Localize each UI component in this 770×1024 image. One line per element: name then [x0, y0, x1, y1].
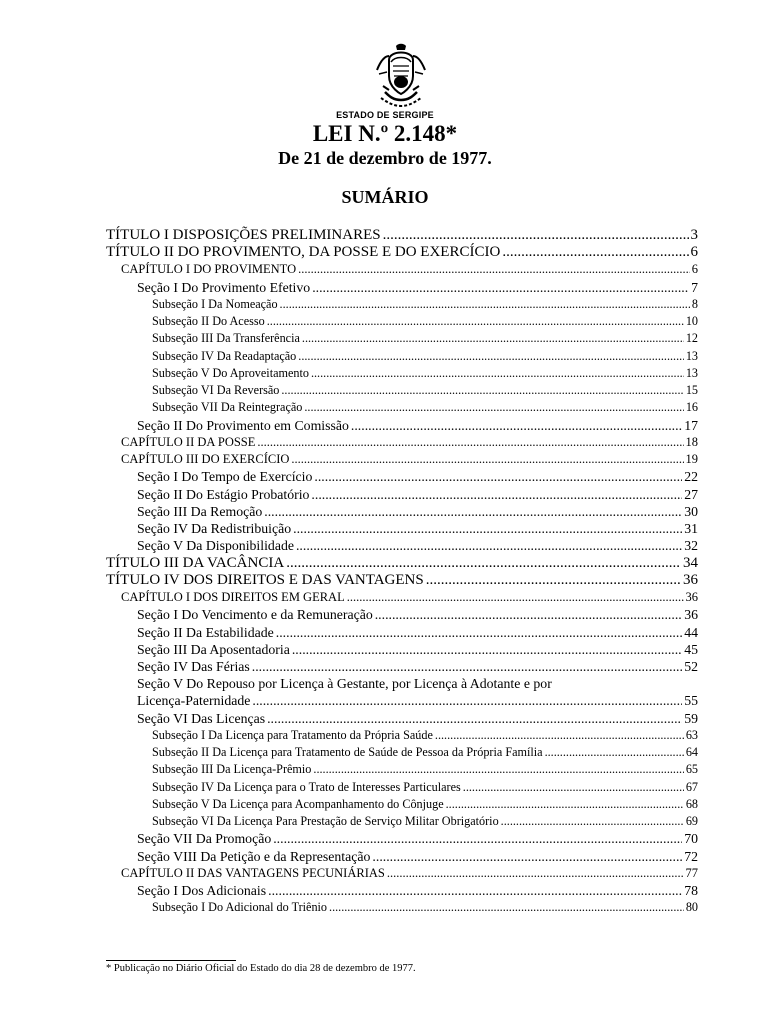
toc-entry-label: CAPÍTULO II DA POSSE	[121, 435, 256, 449]
state-name: ESTADO DE SERGIPE	[336, 110, 434, 120]
toc-entry[interactable]	[106, 555, 698, 572]
toc-page-number: 78	[684, 883, 698, 898]
toc-page-number: 22	[684, 469, 698, 484]
dot-leader	[311, 486, 682, 503]
dot-leader	[375, 606, 682, 623]
toc-entry[interactable]	[152, 744, 698, 761]
toc-page-number: 6	[691, 262, 698, 276]
law-title: LEI N.º 2.148*	[312, 121, 458, 146]
dot-leader	[276, 624, 682, 641]
dot-leader	[293, 520, 682, 537]
toc-entry-label: TÍTULO III DA VACÂNCIA	[106, 555, 285, 571]
dot-leader	[502, 244, 688, 261]
dot-leader	[314, 468, 682, 485]
dot-leader	[252, 692, 682, 709]
toc-page-number: 7	[691, 280, 698, 295]
toc-page-number: 17	[684, 418, 698, 433]
toc-entry-label: Subseção V Da Licença para Acompanhamento do Cônjuge	[152, 797, 444, 811]
dot-leader	[446, 796, 684, 813]
toc-entry[interactable]	[137, 417, 698, 434]
toc-page-number: 55	[684, 693, 698, 708]
dot-leader	[372, 848, 682, 865]
toc-page-number: 65	[685, 762, 698, 776]
dot-leader	[545, 744, 684, 761]
toc-entry-label: Subseção II Da Licença para Tratamento de Saúde de Pessoa da Própria Família	[152, 745, 543, 759]
dot-leader	[347, 589, 684, 606]
toc-entry[interactable]	[152, 779, 698, 796]
toc-entry-label: Seção III Da Remoção	[137, 504, 263, 519]
dot-leader	[267, 710, 682, 727]
toc-entry-label: Seção III Da Aposentadoria	[137, 642, 290, 657]
toc-page-number: 19	[685, 452, 698, 466]
toc-entry[interactable]	[137, 658, 698, 675]
toc-entry[interactable]	[152, 727, 698, 744]
toc-entry-label: TÍTULO IV DOS DIREITOS E DAS VANTAGENS	[106, 572, 424, 588]
dot-leader	[426, 572, 681, 589]
toc-entry[interactable]	[137, 503, 698, 520]
toc-entry[interactable]	[137, 641, 698, 658]
law-date: De 21 de dezembro de 1977.	[278, 148, 492, 168]
toc-page-number: 15	[685, 383, 698, 397]
dot-leader	[463, 779, 684, 796]
toc-entry-label: CAPÍTULO III DO EXERCÍCIO	[121, 452, 290, 466]
toc-page-number: 30	[684, 504, 698, 519]
toc-entry[interactable]	[152, 399, 698, 416]
toc-entry-label: TÍTULO I DISPOSIÇÕES PRELIMINARES	[106, 227, 381, 243]
toc-page-number: 18	[685, 435, 698, 449]
dot-leader	[351, 417, 682, 434]
toc-page-number: 12	[685, 331, 698, 345]
dot-leader	[273, 830, 682, 847]
dot-leader	[311, 365, 684, 382]
toc-entry[interactable]	[137, 710, 698, 727]
toc-entry-label: Seção I Do Tempo de Exercício	[137, 469, 313, 484]
toc-entry-label: Seção II Do Estágio Probatório	[137, 487, 310, 502]
dot-leader	[291, 451, 683, 468]
dot-leader	[383, 227, 689, 244]
toc-entry[interactable]	[121, 434, 698, 451]
toc-page-number: 68	[685, 797, 698, 811]
toc-entry-label: Subseção I Da Nomeação	[152, 297, 278, 311]
toc-page-number: 36	[683, 572, 698, 588]
toc-entry[interactable]	[152, 761, 698, 778]
toc-entry[interactable]	[137, 848, 698, 865]
toc-entry-label: Subseção VI Da Licença Para Prestação de Serviço Militar Obrigatório	[152, 814, 499, 828]
toc-entry-label: Subseção IV Da Licença para o Trato de Interesses Particulares	[152, 780, 461, 794]
toc-entry-label: Subseção V Do Aproveitamento	[152, 366, 309, 380]
dot-leader	[312, 279, 689, 296]
dot-leader	[302, 330, 684, 347]
toc-entry-label: Seção VI Das Licenças	[137, 711, 266, 726]
toc-entry-label: CAPÍTULO I DOS DIREITOS EM GERAL	[121, 590, 345, 604]
toc-entry-label: Seção V Do Repouso por Licença à Gestante, por Licença à Adotante e por	[137, 676, 552, 691]
toc-entry[interactable]	[121, 451, 698, 468]
dot-leader	[286, 555, 681, 572]
toc-entry[interactable]	[137, 520, 698, 537]
dot-leader	[298, 348, 684, 365]
toc-entry[interactable]	[152, 796, 698, 813]
toc-entry-label: TÍTULO II DO PROVIMENTO, DA POSSE E DO EXERCÍCIO	[106, 244, 501, 260]
toc-page-number: 32	[684, 538, 698, 553]
toc-page-number: 69	[685, 814, 698, 828]
toc-entry[interactable]	[121, 589, 698, 606]
toc-page-number: 31	[684, 521, 698, 536]
toc-page-number: 67	[685, 780, 698, 794]
toc-page-number: 8	[691, 297, 698, 311]
dot-leader	[304, 399, 683, 416]
toc-page-number: 64	[685, 745, 698, 759]
toc-entry[interactable]	[106, 227, 698, 244]
toc-entry-label: Seção I Do Vencimento e da Remuneração	[137, 607, 373, 622]
toc-page-number: 80	[685, 900, 698, 914]
dot-leader	[267, 313, 684, 330]
toc-entry[interactable]	[106, 572, 698, 589]
dot-leader	[292, 641, 682, 658]
toc-entry[interactable]	[137, 830, 698, 847]
toc-page-number: 77	[685, 866, 698, 880]
summary-heading: SUMÁRIO	[341, 187, 429, 207]
toc-entry-label: Subseção IV Da Readaptação	[152, 349, 297, 363]
toc-entry-label: Seção I Dos Adicionais	[137, 883, 267, 898]
toc-entry-label: Licença-Paternidade	[137, 693, 251, 708]
toc-entry[interactable]	[137, 606, 698, 623]
dot-leader	[298, 261, 690, 278]
toc-page-number: 36	[684, 607, 698, 622]
toc-entry[interactable]	[137, 468, 698, 485]
dot-leader	[387, 865, 684, 882]
toc-entry[interactable]	[137, 882, 698, 899]
toc-page-number: 10	[685, 314, 698, 328]
toc-entry[interactable]	[137, 537, 698, 554]
toc-page-number: 52	[684, 659, 698, 674]
toc-entry-label: Seção I Do Provimento Efetivo	[137, 280, 311, 295]
toc-page-number: 27	[684, 487, 698, 502]
toc-entry[interactable]	[121, 261, 698, 278]
toc-entry[interactable]	[137, 624, 698, 641]
dot-leader	[252, 658, 682, 675]
toc-entry[interactable]	[152, 296, 698, 313]
sergipe-coat-of-arms-icon	[375, 42, 427, 110]
toc-entry[interactable]	[137, 279, 698, 296]
toc-entry[interactable]	[152, 382, 698, 399]
toc-entry-label: Subseção I Do Adicional do Triênio	[152, 900, 328, 914]
dot-leader	[501, 813, 684, 830]
toc-entry[interactable]	[121, 865, 698, 882]
toc-page-number: 13	[685, 366, 698, 380]
toc-entry[interactable]	[137, 486, 698, 503]
toc-entry-label: Seção V Da Disponibilidade	[137, 538, 294, 553]
toc-entry[interactable]	[152, 330, 698, 347]
toc-entry-label: Seção VIII Da Petição e da Representação	[137, 849, 371, 864]
toc-entry-label: Seção II Da Estabilidade	[137, 625, 274, 640]
toc-page-number: 3	[690, 227, 698, 243]
toc-page-number: 70	[684, 831, 698, 846]
toc-entry-label: Subseção I Da Licença para Tratamento da Própria Saúde	[152, 728, 433, 742]
toc-entry-label: Subseção VII Da Reintegração	[152, 400, 303, 414]
dot-leader	[296, 537, 682, 554]
toc-entry-label: Seção IV Das Férias	[137, 659, 250, 674]
toc-page-number: 13	[685, 349, 698, 363]
footnote: * Publicação no Diário Oficial do Estado do dia 28 de dezembro de 1977.	[106, 963, 416, 974]
toc-entry[interactable]	[152, 813, 698, 830]
dot-leader	[435, 727, 684, 744]
toc-page-number: 45	[684, 642, 698, 657]
footnote-divider	[106, 960, 236, 961]
toc-entry-label: Subseção III Da Licença-Prêmio	[152, 762, 312, 776]
toc-entry[interactable]	[152, 899, 698, 916]
dot-leader	[268, 882, 682, 899]
toc-page-number: 34	[683, 555, 698, 571]
toc-page-number: 59	[684, 711, 698, 726]
dot-leader	[313, 761, 683, 778]
toc-entry-label: Subseção II Do Acesso	[152, 314, 265, 328]
dot-leader	[280, 296, 690, 313]
toc-page-number: 63	[685, 728, 698, 742]
toc-page-number: 36	[685, 590, 698, 604]
toc-entry[interactable]	[137, 692, 698, 709]
toc-entry[interactable]	[152, 348, 698, 365]
toc-entry-label: Seção II Do Provimento em Comissão	[137, 418, 349, 433]
toc-entry-label: Seção VII Da Promoção	[137, 831, 272, 846]
toc-entry-label: Seção IV Da Redistribuição	[137, 521, 292, 536]
dot-leader	[257, 434, 683, 451]
toc-entry-label: CAPÍTULO II DAS VANTAGENS PECUNIÁRIAS	[121, 866, 385, 880]
toc-entry[interactable]	[152, 365, 698, 382]
toc-entry[interactable]	[152, 313, 698, 330]
toc-page-number: 72	[684, 849, 698, 864]
toc-entry-label: CAPÍTULO I DO PROVIMENTO	[121, 262, 297, 276]
dot-leader	[281, 382, 683, 399]
dot-leader	[329, 899, 684, 916]
toc-entry[interactable]	[106, 244, 698, 261]
toc-page-number: 44	[684, 625, 698, 640]
toc-page-number: 16	[685, 400, 698, 414]
toc-entry-label: Subseção VI Da Reversão	[152, 383, 280, 397]
toc-entry-label: Subseção III Da Transferência	[152, 331, 300, 345]
toc-page-number: 6	[690, 244, 698, 260]
dot-leader	[264, 503, 682, 520]
